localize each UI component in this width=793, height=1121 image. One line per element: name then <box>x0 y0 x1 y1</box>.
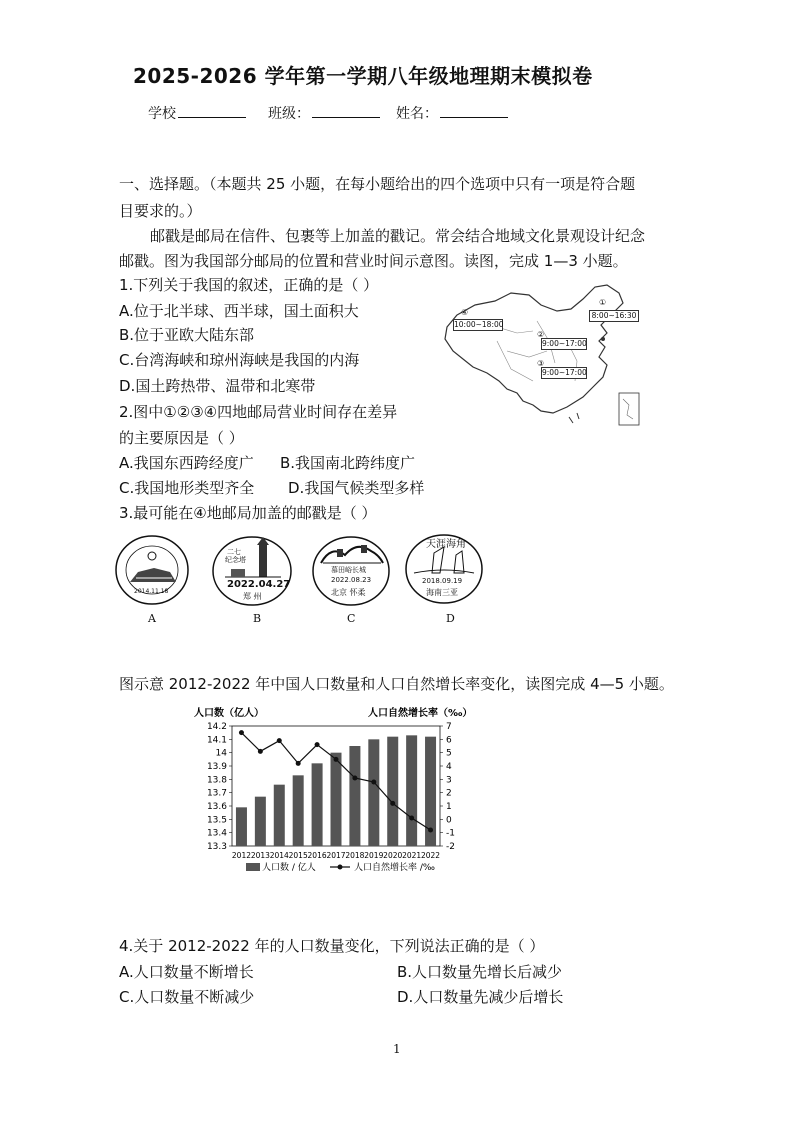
stamp-d[interactable] <box>404 533 484 605</box>
right-tick-label: -2 <box>446 842 455 852</box>
stamp-a-label: A <box>148 612 156 625</box>
stamp-b[interactable] <box>211 535 293 607</box>
page-number: 1 <box>393 1042 401 1056</box>
page-title: 2025-2026 学年第一学期八年级地理期末模拟卷 <box>133 64 593 88</box>
stamp-d-label: D <box>446 612 455 625</box>
china-map <box>437 281 641 427</box>
q1-option-b[interactable]: B.位于亚欧大陆东部 <box>119 326 255 344</box>
legend-line-label: 人口自然增长率 /‰ <box>354 863 435 873</box>
legend-bar-label: 人口数 / 亿人 <box>262 863 316 873</box>
q4-stem: 4.关于 2012-2022 年的人口数量变化，下列说法正确的是（ ） <box>119 937 545 955</box>
stamp-c-city: 北京 怀柔 <box>331 588 366 597</box>
stamp-b-city: 郑 州 <box>243 592 262 601</box>
x-tick-label: 2014 <box>269 851 289 860</box>
right-tick-label: 7 <box>446 722 452 732</box>
population-bar <box>236 807 247 846</box>
left-tick-label: 14 <box>215 748 227 759</box>
school-field[interactable] <box>148 103 246 123</box>
chart-ylabel-left: 人口数（亿人） <box>194 708 264 719</box>
stamp-b-date: 2022.04.27 <box>227 579 291 590</box>
population-bar <box>312 763 323 846</box>
left-tick-label: 13.7 <box>206 788 227 799</box>
map-circle-1: ① <box>599 298 607 307</box>
legend-line-marker <box>338 865 343 870</box>
legend-bar-swatch <box>246 863 260 871</box>
q1-option-a[interactable]: A.位于北半球、西半球，国土面积大 <box>119 302 359 320</box>
population-bar <box>368 739 379 846</box>
class-blank[interactable] <box>312 103 380 118</box>
map-circle-3: ③ <box>537 359 545 368</box>
growth-rate-point <box>258 749 263 754</box>
stamp-c-line1: 慕田峪长城 <box>331 566 366 574</box>
stamp-c-date: 2022.08.23 <box>331 576 372 584</box>
x-tick-label: 2015 <box>288 851 308 860</box>
intro-text-cont: 邮戳。图为我国部分邮局的位置和营业时间示意图。读图，完成 1—3 小题。 <box>119 252 628 270</box>
growth-rate-point <box>390 801 395 806</box>
growth-rate-point <box>371 780 376 785</box>
left-tick-label: 13.5 <box>206 815 227 826</box>
q2-option-a[interactable]: A.我国东西跨经度广 <box>119 454 254 472</box>
left-tick-label: 14.2 <box>206 722 227 732</box>
left-tick-label: 13.4 <box>206 828 227 839</box>
q4-option-d[interactable]: D.人口数量先减少后增长 <box>397 988 564 1006</box>
stamp-d-city: 海南三亚 <box>426 588 458 597</box>
q2-option-c[interactable]: C.我国地形类型齐全 <box>119 479 255 497</box>
stamp-b-label: B <box>253 612 262 625</box>
map-circle-4: ④ <box>461 308 469 317</box>
left-tick-label: 13.9 <box>206 762 227 772</box>
x-tick-label: 2017 <box>326 851 346 860</box>
growth-rate-point <box>239 730 244 735</box>
map-time-label-3: 9:00~17:00 <box>542 368 587 377</box>
chart-ylabel-right: 人口自然增长率（‰） <box>368 708 473 719</box>
china-map-outline <box>437 281 641 427</box>
population-bar <box>255 797 266 846</box>
right-tick-label: 5 <box>446 748 452 759</box>
stamp-a[interactable] <box>114 534 190 606</box>
left-tick-label: 13.3 <box>206 842 227 852</box>
q4-option-b[interactable]: B.人口数量先增长后减少 <box>397 963 563 981</box>
x-tick-label: 2022 <box>420 851 441 860</box>
stamp-b-line1: 二七 <box>227 548 241 556</box>
map-time-label-1: 8:00~16:30 <box>589 310 639 322</box>
growth-rate-point <box>428 828 433 833</box>
q1-option-c[interactable]: C.台湾海峡和琼州海峡是我国的内海 <box>119 351 360 369</box>
stamp-a-date: 2014.11.18 <box>134 588 169 595</box>
right-tick-label: 4 <box>446 762 452 772</box>
q1-stem: 1.下列关于我国的叙述，正确的是（ ） <box>119 276 379 294</box>
chart-plot-area <box>207 722 455 860</box>
growth-rate-point <box>352 776 357 781</box>
right-tick-label: 0 <box>446 815 452 826</box>
left-tick-label: 14.1 <box>206 735 227 746</box>
right-tick-label: 2 <box>446 788 452 799</box>
stamp-a-image <box>114 534 190 606</box>
stamp-b-line2: 纪念塔 <box>225 556 246 564</box>
right-tick-label: 1 <box>446 802 452 812</box>
q3-stem: 3.最可能在④地邮局加盖的邮戳是（ ） <box>119 504 377 522</box>
section1-heading: 一、选择题。（本题共 25 小题，在每小题给出的四个选项中只有一项是符合题 <box>119 175 636 193</box>
growth-rate-point <box>296 761 301 766</box>
q2-stem-cont: 的主要原因是（ ） <box>119 429 244 447</box>
population-bar <box>274 785 285 846</box>
x-tick-label: 2018 <box>345 851 365 860</box>
x-tick-label: 2020 <box>383 851 403 860</box>
section2-intro: 图示意 2012-2022 年中国人口数量和人口自然增长率变化，读图完成 4—5 小题。 <box>119 675 674 693</box>
right-tick-label: -1 <box>446 828 455 839</box>
growth-rate-point <box>315 742 320 747</box>
chart-legend <box>246 861 435 873</box>
q4-option-c[interactable]: C.人口数量不断减少 <box>119 988 255 1006</box>
stamp-d-line1: 天涯海角 <box>426 539 466 550</box>
left-tick-label: 13.6 <box>206 802 227 812</box>
map-circle-2: ② <box>537 330 545 339</box>
name-field[interactable] <box>396 103 508 123</box>
school-label: 学校 <box>148 106 176 122</box>
right-tick-label: 3 <box>446 775 452 786</box>
stamp-d-date: 2018.09.19 <box>422 577 463 585</box>
population-bar <box>349 746 360 846</box>
x-tick-label: 2021 <box>402 851 422 860</box>
population-bar <box>331 753 342 846</box>
intro-text: 邮戳是邮局在信件、包裹等上加盖的戳记。常会结合地域文化景观设计纪念 <box>150 227 646 245</box>
x-tick-label: 2019 <box>364 851 384 860</box>
q2-option-d[interactable]: D.我国气候类型多样 <box>288 479 425 497</box>
q2-stem: 2.图中①②③④四地邮局营业时间存在差异 <box>119 403 398 421</box>
q1-option-d[interactable]: D.国土跨热带、温带和北寒带 <box>119 377 316 395</box>
map-time-label-4: 10:00~18:00 <box>454 320 504 329</box>
q4-option-a[interactable]: A.人口数量不断增长 <box>119 963 254 981</box>
name-blank[interactable] <box>440 103 508 118</box>
left-tick-label: 13.8 <box>206 775 227 786</box>
population-bar <box>293 775 304 846</box>
stamp-c-label: C <box>347 612 356 625</box>
population-bar <box>406 735 417 846</box>
growth-rate-point <box>334 757 339 762</box>
population-bar <box>387 737 398 846</box>
growth-rate-point <box>409 816 414 821</box>
stamp-c[interactable] <box>311 535 391 607</box>
x-tick-label: 2016 <box>307 851 327 860</box>
school-blank[interactable] <box>178 103 246 118</box>
x-tick-label: 2012 <box>231 851 252 860</box>
name-label: 姓名： <box>396 106 438 122</box>
x-tick-label: 2013 <box>250 851 270 860</box>
class-label: 班级： <box>268 106 310 122</box>
right-tick-label: 6 <box>446 735 452 746</box>
q2-option-b[interactable]: B.我国南北跨纬度广 <box>280 454 416 472</box>
section1-heading-cont: 目要求的。） <box>119 202 202 220</box>
growth-rate-point <box>277 738 282 743</box>
map-time-label-2: 9:00~17:00 <box>542 339 587 348</box>
class-field[interactable] <box>268 103 380 123</box>
population-chart <box>190 700 490 880</box>
